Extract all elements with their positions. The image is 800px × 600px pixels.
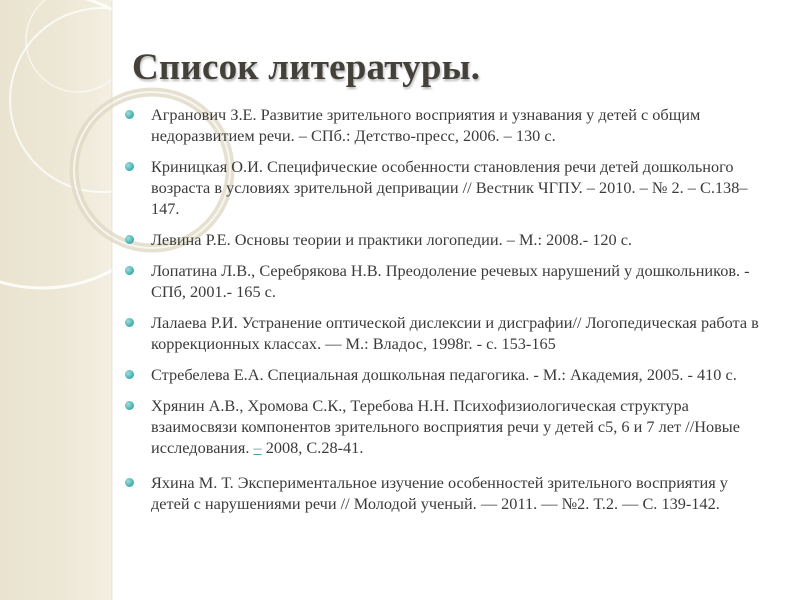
reference-item (124, 104, 760, 146)
bullet-icon (125, 266, 134, 275)
reference-item (124, 312, 760, 354)
reference-text: Яхина М. Т. Экспериментальное изучение особенностей зрительного восприятия у детей с нарушениями речи // Молодой ученый. — 2011. — №2. Т.2. — С. 139-142. (151, 473, 728, 513)
bullet-icon (125, 110, 134, 119)
reference-item (124, 229, 760, 250)
left-decorative-band (0, 0, 112, 600)
bullet-icon (125, 401, 134, 410)
reference-text: Хрянин А.В., Хромова С.К., Теребова Н.Н. Психофизиологическая структура взаимосвязи компонентов зрительного восприятия речи у детей с5, 6 и 7 лет //Новые исследования. (151, 396, 740, 457)
reference-item (124, 156, 760, 219)
bullet-icon (125, 162, 134, 171)
slide-title: Список литературы. (132, 47, 481, 88)
reference-list (124, 104, 760, 524)
reference-text: Криницкая О.И. Специфические особенности становления речи детей дошкольного возраста в условиях зрительной депривации // Вестник ЧГПУ. – 2010. – № 2. – С.138–147. (151, 157, 748, 218)
reference-item (124, 364, 760, 385)
reference-text: Левина Р.Е. Основы теории и практики логопедии. – М.: 2008.- 120 с. (151, 230, 632, 249)
reference-item (124, 395, 760, 458)
reference-text: Агранович З.Е. Развитие зрительного восприятия и узнавания у детей с общим недоразвитием речи. – СПб.: Детство-пресс, 2006. – 130 с. (151, 105, 701, 145)
reference-item (124, 260, 760, 302)
bullet-icon (125, 370, 134, 379)
reference-item (124, 472, 760, 514)
reference-text: Лопатина Л.В., Серебрякова Н.В. Преодоление речевых нарушений у дошкольников. - СПб, 2001.- 165 с. (151, 261, 750, 301)
reference-text: Стребелева Е.А. Специальная дошкольная педагогика. - М.: Академия, 2005. - 410 с. (151, 365, 737, 384)
reference-text: Лалаева Р.И. Устранение оптической дислексии и дисграфии// Логопедическая работа в коррекционных классах. — М.: Владос, 1998г. - с. 153-165 (151, 313, 759, 353)
reference-link[interactable]: – (253, 438, 262, 457)
bullet-icon (125, 235, 134, 244)
bullet-icon (125, 318, 134, 327)
bullet-icon (125, 478, 134, 487)
reference-text-tail: 2008, С.28-41. (261, 438, 364, 457)
